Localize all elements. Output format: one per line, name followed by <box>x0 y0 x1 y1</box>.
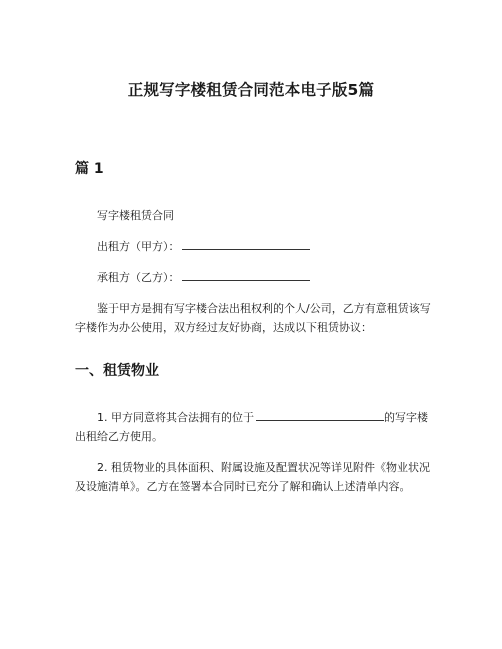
contract-title: 写字楼租赁合同 <box>97 209 174 222</box>
document-title: 正规写字楼租赁合同范本电子版5篇 <box>127 81 375 99</box>
lessee-line <box>75 268 435 287</box>
clause-1-prefix: 1. 甲方同意将其合法拥有的位于 <box>97 411 254 424</box>
clause-2: 2. 租赁物业的具体面积、附属设施及配置状况等详见附件《物业状况及设施清单》。乙方在签署本合同时已充分了解和确认上述清单内容。 <box>75 461 430 493</box>
address-blank <box>256 409 384 421</box>
section-heading-rental-property: 一、租赁物业 <box>75 363 159 379</box>
lessor-label: 出租方（甲方）： <box>97 240 180 253</box>
clause-1 <box>75 408 435 446</box>
part-heading: 篇 1 <box>75 161 104 177</box>
lessor-blank <box>182 238 310 250</box>
lessor-line <box>75 237 435 256</box>
lessee-label: 承租方（乙方）： <box>97 271 180 284</box>
clause-1-suffix: 的写字楼出租给乙方使用。 <box>75 411 428 443</box>
intro-paragraph: 鉴于甲方是拥有写字楼合法出租权利的个人/公司，乙方有意租赁该写字楼作为办公使用，双方经过友好协商，达成以下租赁协议： <box>75 302 431 334</box>
lessee-blank <box>182 269 310 281</box>
